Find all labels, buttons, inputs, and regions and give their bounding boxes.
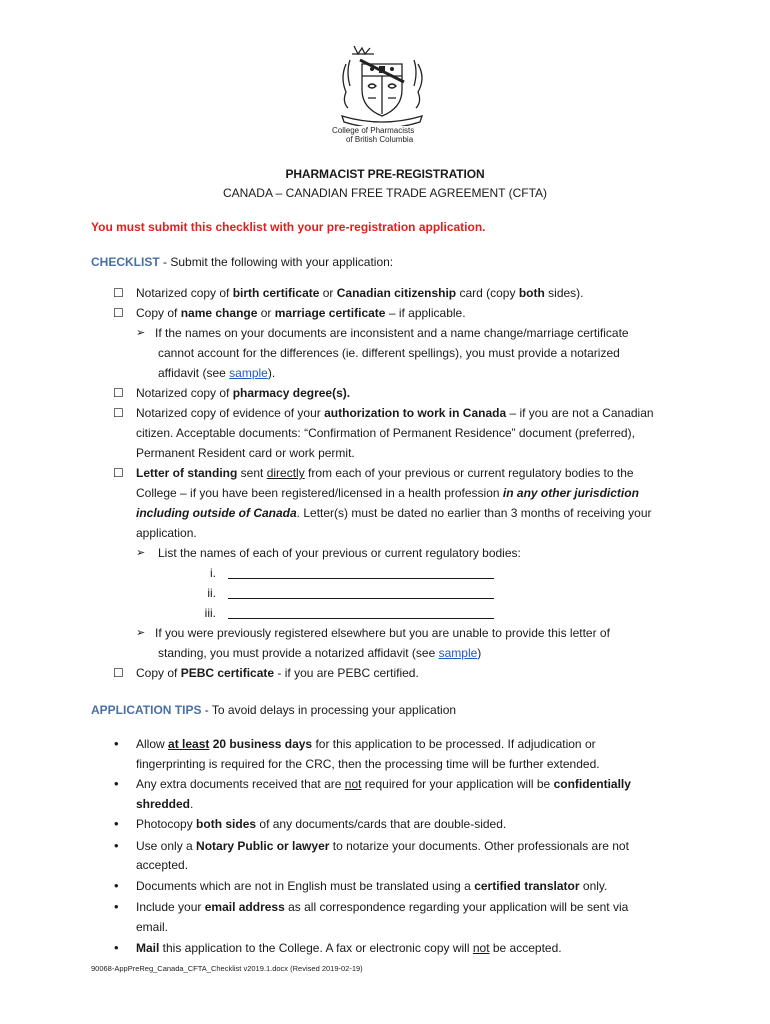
work-authorization-line2: citizen. Acceptable documents: “Confirmation of Permanent Residence” document (preferred), (136, 426, 635, 440)
checkbox-letter-of-standing[interactable]: ☐ (113, 466, 124, 480)
bullet-icon: • (114, 776, 119, 791)
college-name-line2: of British Columbia (346, 135, 414, 144)
tips-heading: APPLICATION TIPS (91, 703, 202, 717)
crest-icon (332, 42, 432, 126)
checkbox-name-change[interactable]: ☐ (113, 306, 124, 320)
letter-of-standing-line3: including outside of Canada. Letter(s) must be dated no earlier than 3 months of receiving your (136, 506, 652, 520)
college-crest-logo (332, 42, 432, 150)
checklist-intro: - Submit the following with your application: (159, 255, 394, 269)
roman-numeral-iii: iii. (204, 606, 216, 620)
bullet-icon: • (114, 736, 119, 751)
college-name-line1: College of Pharmacists (332, 126, 415, 135)
affidavit-sample-link[interactable]: sample (229, 366, 268, 380)
tip-processing-time-line2: fingerprinting is required for the CRC, then the processing time will be further extended. (136, 757, 600, 771)
regulatory-body-field-3[interactable] (228, 618, 494, 619)
tip-email-line2: email. (136, 920, 169, 934)
bullet-icon: • (114, 878, 119, 893)
letter-of-standing-line2: College – if you have been registered/licensed in a health profession in any other jurisdiction (136, 486, 639, 500)
name-change-note-line1: If the names on your documents are inconsistent and a name change/marriage certificate (155, 326, 629, 340)
tip-mail: Mail this application to the College. A fax or electronic copy will not be accepted. (136, 941, 562, 955)
letter-of-standing-line4: application. (136, 526, 197, 540)
regulatory-body-field-1[interactable] (228, 578, 494, 579)
affidavit-sample-link[interactable]: sample (438, 646, 478, 660)
affidavit-note-line1: If you were previously registered elsewhere but you are unable to provide this letter of (155, 626, 610, 640)
tip-extra-documents: Any extra documents received that are not required for your application will be confidentially (136, 777, 631, 791)
affidavit-note-line2: standing, you must provide a notarized affidavit (see sample) (158, 646, 482, 660)
tip-translation: Documents which are not in English must be translated using a certified translator only. (136, 879, 608, 893)
bullet-icon: • (114, 816, 119, 831)
checklist-item-name-change: Copy of name change or marriage certificate – if applicable. (136, 306, 466, 320)
checklist-item-letter-of-standing: Letter of standing sent directly from each of your previous or current regulatory bodies to the (136, 466, 634, 480)
roman-numeral-i: i. (210, 566, 216, 580)
bullet-icon: • (114, 899, 119, 914)
submission-warning: You must submit this checklist with your pre-registration application. (91, 220, 486, 234)
document-footer: 90068-AppPreReg_Canada_CFTA_Checklist v2019.1.docx (Revised 2019-02-19) (91, 964, 363, 973)
tip-processing-time: Allow at least 20 business days for this application to be processed. If adjudication or (136, 737, 596, 751)
tip-extra-documents-line2: shredded. (136, 797, 194, 811)
regulatory-bodies-instruction: List the names of each of your previous or current regulatory bodies: (158, 546, 521, 560)
checklist-item-birth-certificate: Notarized copy of birth certificate or Canadian citizenship card (copy both sides). (136, 286, 584, 300)
arrow-bullet-icon: ➢ (136, 327, 146, 339)
document-subtitle: CANADA – CANADIAN FREE TRADE AGREEMENT (CFTA) (222, 186, 548, 200)
tip-email: Include your email address as all correspondence regarding your application will be sent via (136, 900, 629, 914)
checklist-item-pebc-certificate: Copy of PEBC certificate - if you are PEBC certified. (136, 666, 419, 680)
arrow-bullet-icon: ➢ (136, 627, 146, 639)
document-title: PHARMACIST PRE-REGISTRATION (285, 167, 485, 181)
regulatory-body-field-2[interactable] (228, 598, 494, 599)
tip-notary-line2: accepted. (136, 858, 189, 872)
bullet-icon: • (114, 940, 119, 955)
work-authorization-line3: Permanent Resident card or work permit. (136, 446, 355, 460)
checkbox-pebc-certificate[interactable]: ☐ (113, 666, 124, 680)
checkbox-work-authorization[interactable]: ☐ (113, 406, 124, 420)
checklist-item-pharmacy-degree: Notarized copy of pharmacy degree(s). (136, 386, 351, 400)
tips-intro: - To avoid delays in processing your application (201, 703, 457, 717)
tips-heading-line (91, 703, 456, 717)
roman-numeral-ii: ii. (207, 586, 216, 600)
checklist-item-work-authorization: Notarized copy of evidence of your authorization to work in Canada – if you are not a Canadian (136, 406, 654, 420)
college-name (332, 126, 432, 144)
arrow-bullet-icon: ➢ (136, 547, 146, 559)
checkbox-pharmacy-degree[interactable]: ☐ (113, 386, 124, 400)
checklist-heading-line (91, 255, 393, 269)
name-change-note-line3: affidavit (see sample). (158, 366, 276, 380)
checkbox-birth-certificate[interactable]: ☐ (113, 286, 124, 300)
checklist-heading: CHECKLIST (91, 255, 160, 269)
tip-photocopy: Photocopy both sides of any documents/cards that are double-sided. (136, 817, 507, 831)
tip-notary: Use only a Notary Public or lawyer to notarize your documents. Other professionals are not (136, 839, 629, 853)
bullet-icon: • (114, 838, 119, 853)
name-change-note-line2: cannot account for the differences (ie. different spellings), you must provide a notarized (158, 346, 620, 360)
